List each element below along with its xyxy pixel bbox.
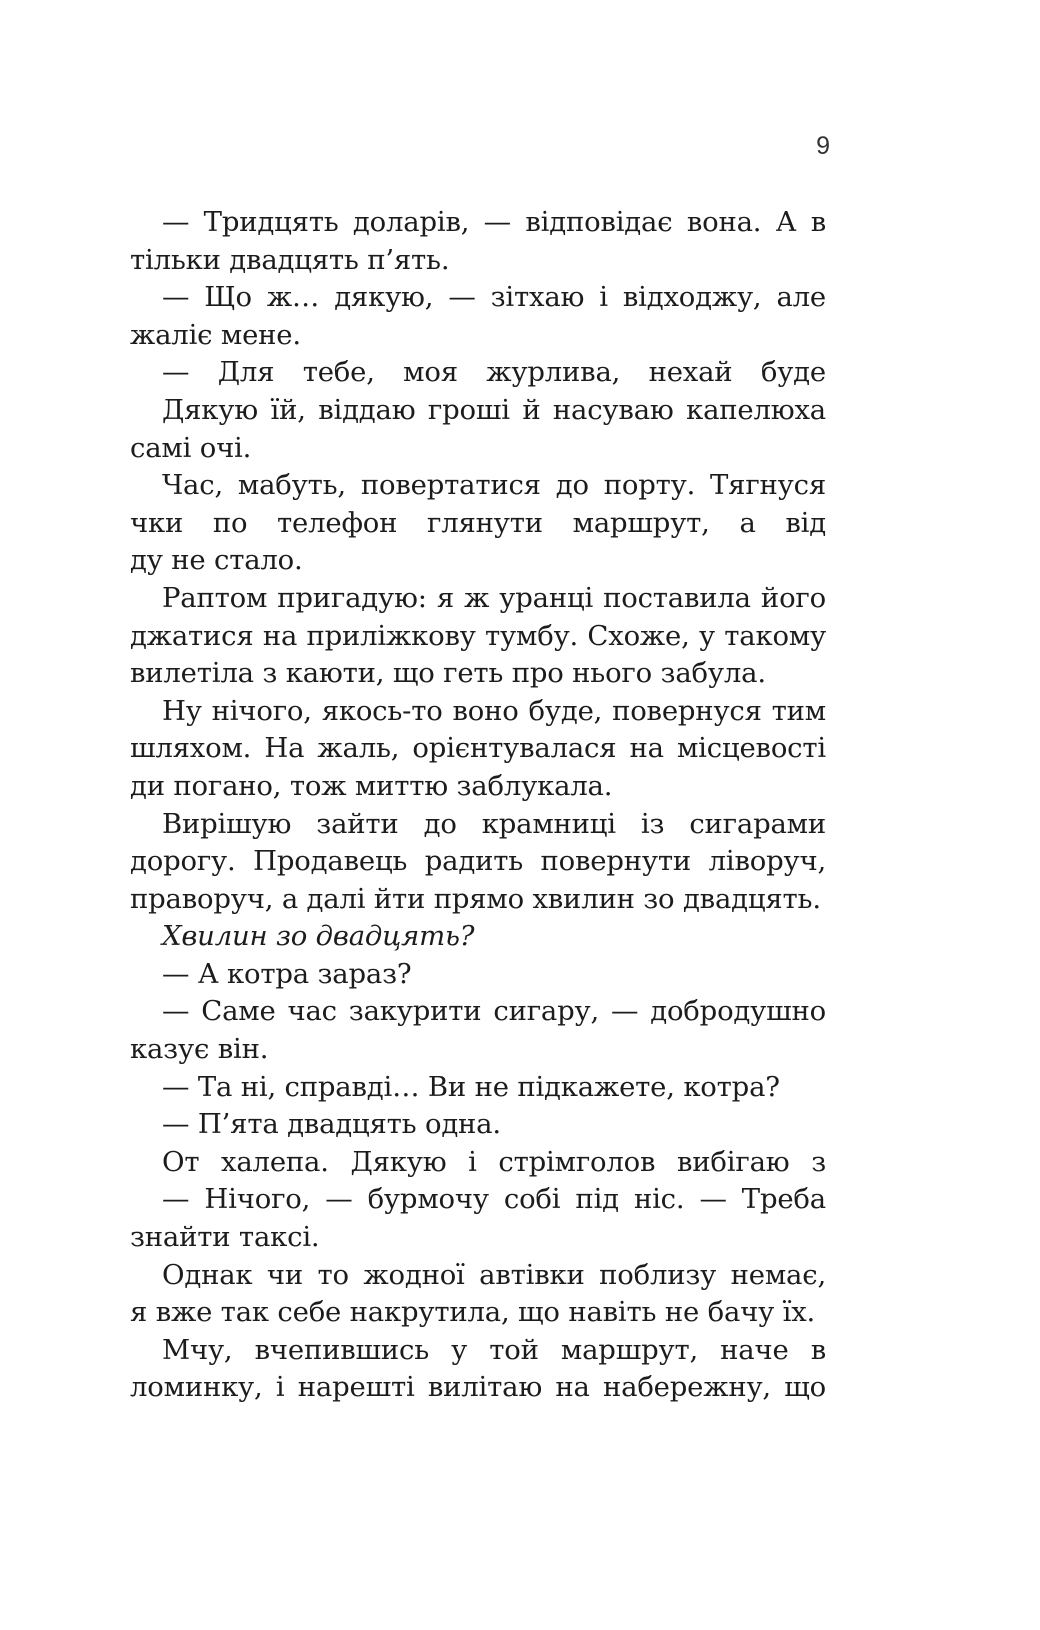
text-line: — Для тебе, моя журлива, нехай буде [162, 356, 826, 389]
text-line: Вирішую зайти до крамниці із сигарами [162, 807, 826, 840]
text-line: Мчу, вчепившись у той маршрут, наче в [162, 1333, 826, 1366]
italic-text-line: Хвилин зо двадцять? [162, 920, 475, 953]
text-line: я вже так себе накрутила, що навіть не бачу їх. [130, 1296, 816, 1329]
text-line: дорогу. Продавець радить повернути ліворуч, [130, 845, 826, 878]
text-line: Дякую їй, віддаю гроші й насуваю капелюха [162, 393, 826, 426]
text-line: — А котра зараз? [162, 957, 412, 990]
text-line: ломинку, і нарешті вилітаю на набережну, що [130, 1371, 826, 1404]
text-line: — П’ята двадцять одна. [162, 1108, 501, 1141]
text-line: шляхом. На жаль, орієнтувалася на місцевості [130, 732, 826, 765]
text-line: джатися на приліжкову тумбу. Схоже, у такому [130, 619, 826, 652]
text-line: Раптом пригадую: я ж уранці поставила його [162, 581, 826, 614]
text-line: самі очі. [130, 431, 252, 464]
text-line: — Що ж… дякую, — зітхаю і відходжу, але [162, 281, 826, 314]
text-line: тільки двадцять п’ять. [130, 243, 450, 276]
text-line: вилетіла з каюти, що геть про нього забула. [130, 657, 766, 690]
text-line: ду не стало. [130, 544, 303, 577]
text-line: Час, мабуть, повертатися до порту. Тягнуся [162, 469, 826, 502]
text-line: — Нічого, — бурмочу собі під ніс. — Треба [162, 1183, 826, 1216]
text-line: казує він. [130, 1033, 269, 1066]
text-line: знайти таксі. [130, 1221, 320, 1254]
text-line: — Саме час закурити сигару, — добродушно [162, 995, 826, 1028]
text-line: Ну нічого, якось-то воно буде, повернуся тим [162, 694, 826, 727]
text-line: — Тридцять доларів, — відповідає вона. А в [162, 206, 826, 238]
text-line: жаліє мене. [130, 318, 301, 351]
text-line: — Та ні, справді… Ви не підкажете, котра? [162, 1070, 780, 1103]
page-number: 9 [816, 132, 830, 160]
text-line: ди погано, тож миттю заблукала. [130, 769, 613, 802]
text-line: Однак чи то жодної автівки поблизу немає, [162, 1258, 826, 1291]
text-line: чки по телефон глянути маршрут, а від [130, 506, 826, 539]
text-line: От халепа. Дякую і стрімголов вибігаю з [162, 1145, 826, 1178]
text-line: праворуч, а далі йти прямо хвилин зо двадцять. [130, 882, 821, 915]
body-text [130, 204, 826, 1407]
